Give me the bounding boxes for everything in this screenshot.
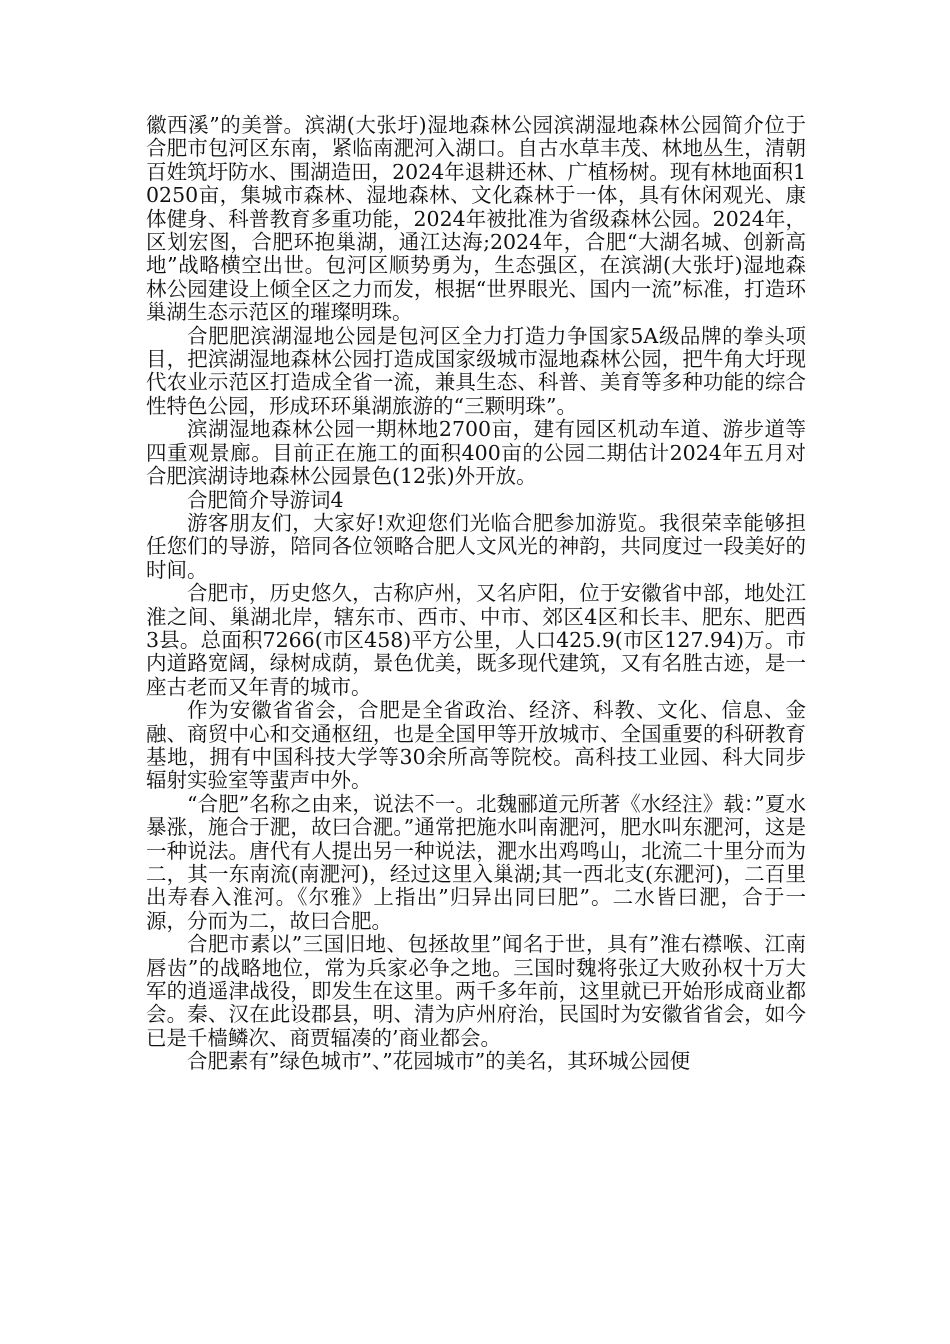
paragraph-9: 合肥市素以”三国旧地、包拯故里”闻名于世，具有”淮右襟喉、江南唇齿”的战略地位，常为兵家必争之地。三国时魏将张辽大败孙权十万大军的逍遥津战役，即发生在这里。两千多年前，这里就已开始形成商业都会。秦、汉在此设郡县，明、清为庐州府治，民国时为安徽省省会，如今已是千樯鳞次、商贾辐凑的’商业都会。 — [146, 932, 806, 1050]
paragraph-7: 作为安徽省省会，合肥是全省政治、经济、科教、文化、信息、金融、商贸中心和交通枢纽，也是全国甲等开放城市、全国重要的科研教育基地，拥有中国科技大学等30余所高等院校。高科技工业园、科大同步辐射实验室等蜚声中外。 — [146, 698, 806, 793]
paragraph-6: 合肥市，历史悠久，古称庐州，又名庐阳，位于安徽省中部，地处江淮之间、巢湖北岸，辖东市、西市、中市、郊区4区和长丰、肥东、肥西3县。总面积7266(市区458)平方公里，人口425.9(市区127.94)万。市内道路宽阔，绿树成荫，景色优美，既多现代建筑，又有名胜古迹，是一座古老而又年青的城市。 — [146, 581, 806, 699]
section-heading: 合肥简介导游词4 — [187, 487, 344, 512]
paragraph-8: “合肥”名称之由来，说法不一。北魏郦道元所著《水经注》载：”夏水暴涨，施合于淝，故曰合淝。”通常把施水叫南淝河，肥水叫东淝河，这是一种说法。唐代有人提出另一种说法，淝水出鸡鸣山，北流二十里分而为二，其一东南流(南淝河)，经过这里入巢湖;其一西北支(东淝河)，二百里出寿春入淮河。《尔雅》上指出”归异出同曰肥”。二水皆曰淝，合于一源，分而为二，故曰合肥。 — [146, 791, 806, 933]
paragraph-3: 滨湖湿地森林公园一期林地2700亩，建有园区机动车道、游步道等四重观景廊。目前正在施工的面积400亩的公园二期估计2024年五月对合肥滨湖诗地森林公园景色(12张)外开放。 — [146, 417, 806, 489]
paragraph-1: 徽西溪”的美誉。滨湖(大张圩)湿地森林公园滨湖湿地森林公园简介位于合肥市包河区东南，紧临南淝河入湖口。自古水草丰茂、林地丛生，清朝百姓筑圩防水、围湖造田，2024年退耕还林、广植杨树。现有林地面积10250亩，集城市森林、湿地森林、文化森林于一体，具有休闲观光、康体健身、科普教育多重功能，2024年被批准为省级森林公园。2024年，区划宏图，合肥环抱巢湖，通江达海;2024年，合肥“大湖名城、创新高地”战略横空出世。包河区顺势勇为，生态强区，在滨湖(大张圩)湿地森林公园建设上倾全区之力而发，根据“世界眼光、国内一流”标准，打造环巢湖生态示范区的璀璨明珠。 — [146, 113, 806, 325]
paragraph-2: 合肥肥滨湖湿地公园是包河区全力打造力争国家5A级品牌的拳头项目，把滨湖湿地森林公园打造成国家级城市湿地森林公园，把牛角大圩现代农业示范区打造成全省一流，兼具生态、科普、美育等多种功能的综合性特色公园，形成环环巢湖旅游的“三颗明珠”。 — [146, 323, 806, 418]
paragraph-10: 合肥素有”绿色城市”、”花园城市”的美名，其环城公园便 — [187, 1049, 691, 1074]
document-page — [146, 114, 806, 1074]
paragraph-5: 游客朋友们，大家好!欢迎您们光临合肥参加游览。我很荣幸能够担任您们的导游，陪同各位领略合肥人文风光的神韵，共同度过一段美好的时间。 — [146, 510, 806, 582]
